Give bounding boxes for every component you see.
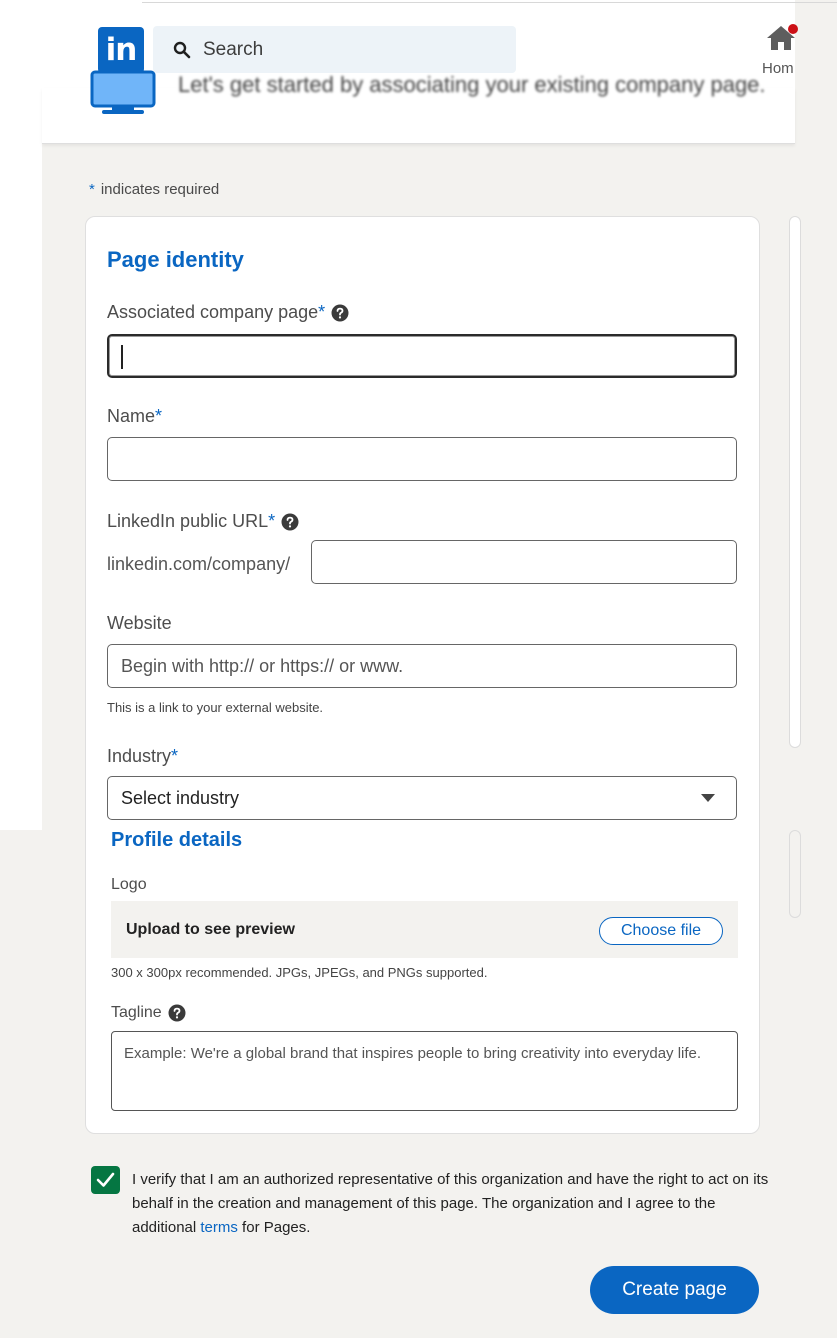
required-star: * [171,746,179,766]
create-page-button[interactable]: Create page [590,1266,759,1314]
tagline-textarea[interactable] [111,1031,738,1111]
tagline-label [111,1004,186,1022]
chevron-down-icon [700,793,716,803]
verify-text-main: I verify that I am an authorized representative of this organization and have the right to act on its behalf in the creation and management of this page. The organization and I agree to the additional [132,1171,769,1236]
help-icon[interactable] [331,304,349,322]
upload-preview-text: Upload to see preview [126,921,295,938]
required-note-text: indicates required [100,181,220,198]
website-placeholder: Begin with http:// or https:// or www. [121,656,404,676]
search-box[interactable] [153,26,516,73]
tagline-placeholder: Example: We're a global brand that inspires people to bring creativity into everyday life. [124,1045,702,1062]
page-identity-title: Page identity [107,247,244,272]
intro-banner [42,72,795,144]
industry-label-text: Industry [107,746,172,766]
monitor-icon [90,70,156,116]
industry-label [107,746,178,767]
required-star: * [318,302,326,322]
name-input[interactable] [107,437,737,481]
industry-select[interactable] [107,776,737,820]
help-icon[interactable] [281,513,299,531]
left-white-strip [0,0,42,830]
required-star: * [155,406,163,426]
text-caret [121,345,123,369]
name-label [107,406,162,427]
home-label: Hom [762,60,794,77]
website-label-text: Website [107,613,172,633]
home-icon [766,24,796,50]
url-label-text: LinkedIn public URL [107,511,269,531]
tagline-label-text: Tagline [111,1004,162,1021]
associated-company-label-text: Associated company page [107,302,319,322]
verify-checkbox[interactable] [91,1166,120,1194]
logo-label-text: Logo [111,876,147,893]
profile-details-title: Profile details [111,829,243,851]
search-icon [173,41,191,59]
verify-text [132,1168,772,1240]
side-preview-card [789,216,801,748]
logo-label [111,876,147,894]
search-placeholder: Search [203,38,264,60]
choose-file-button[interactable]: Choose file [599,917,723,945]
website-input[interactable] [107,644,737,688]
url-prefix: linkedin.com/company/ [107,554,291,574]
browser-edge [142,0,837,3]
associated-company-input[interactable] [107,334,737,378]
industry-selected-value: Select industry [121,788,240,808]
verify-text-end: for Pages. [237,1219,311,1236]
checkmark-icon [95,1170,116,1190]
required-note [89,181,219,198]
website-label [107,613,172,634]
linkedin-logo[interactable]: in [98,27,144,73]
url-input[interactable] [311,540,737,584]
url-label [107,511,299,532]
terms-link[interactable]: terms [200,1219,238,1236]
logo-upload-area [111,901,738,958]
banner-text: Let's get started by associating your existing company page. [178,72,766,97]
side-preview-card-lower [789,830,801,918]
help-icon[interactable] [168,1004,186,1022]
website-hint: This is a link to your external website. [107,700,324,715]
nav-home[interactable] [762,20,802,80]
required-star: * [89,181,95,198]
name-label-text: Name [107,406,156,426]
logo-hint: 300 x 300px recommended. JPGs, JPEGs, and PNGs supported. [111,965,488,980]
required-star: * [268,511,276,531]
associated-company-label [107,302,349,323]
